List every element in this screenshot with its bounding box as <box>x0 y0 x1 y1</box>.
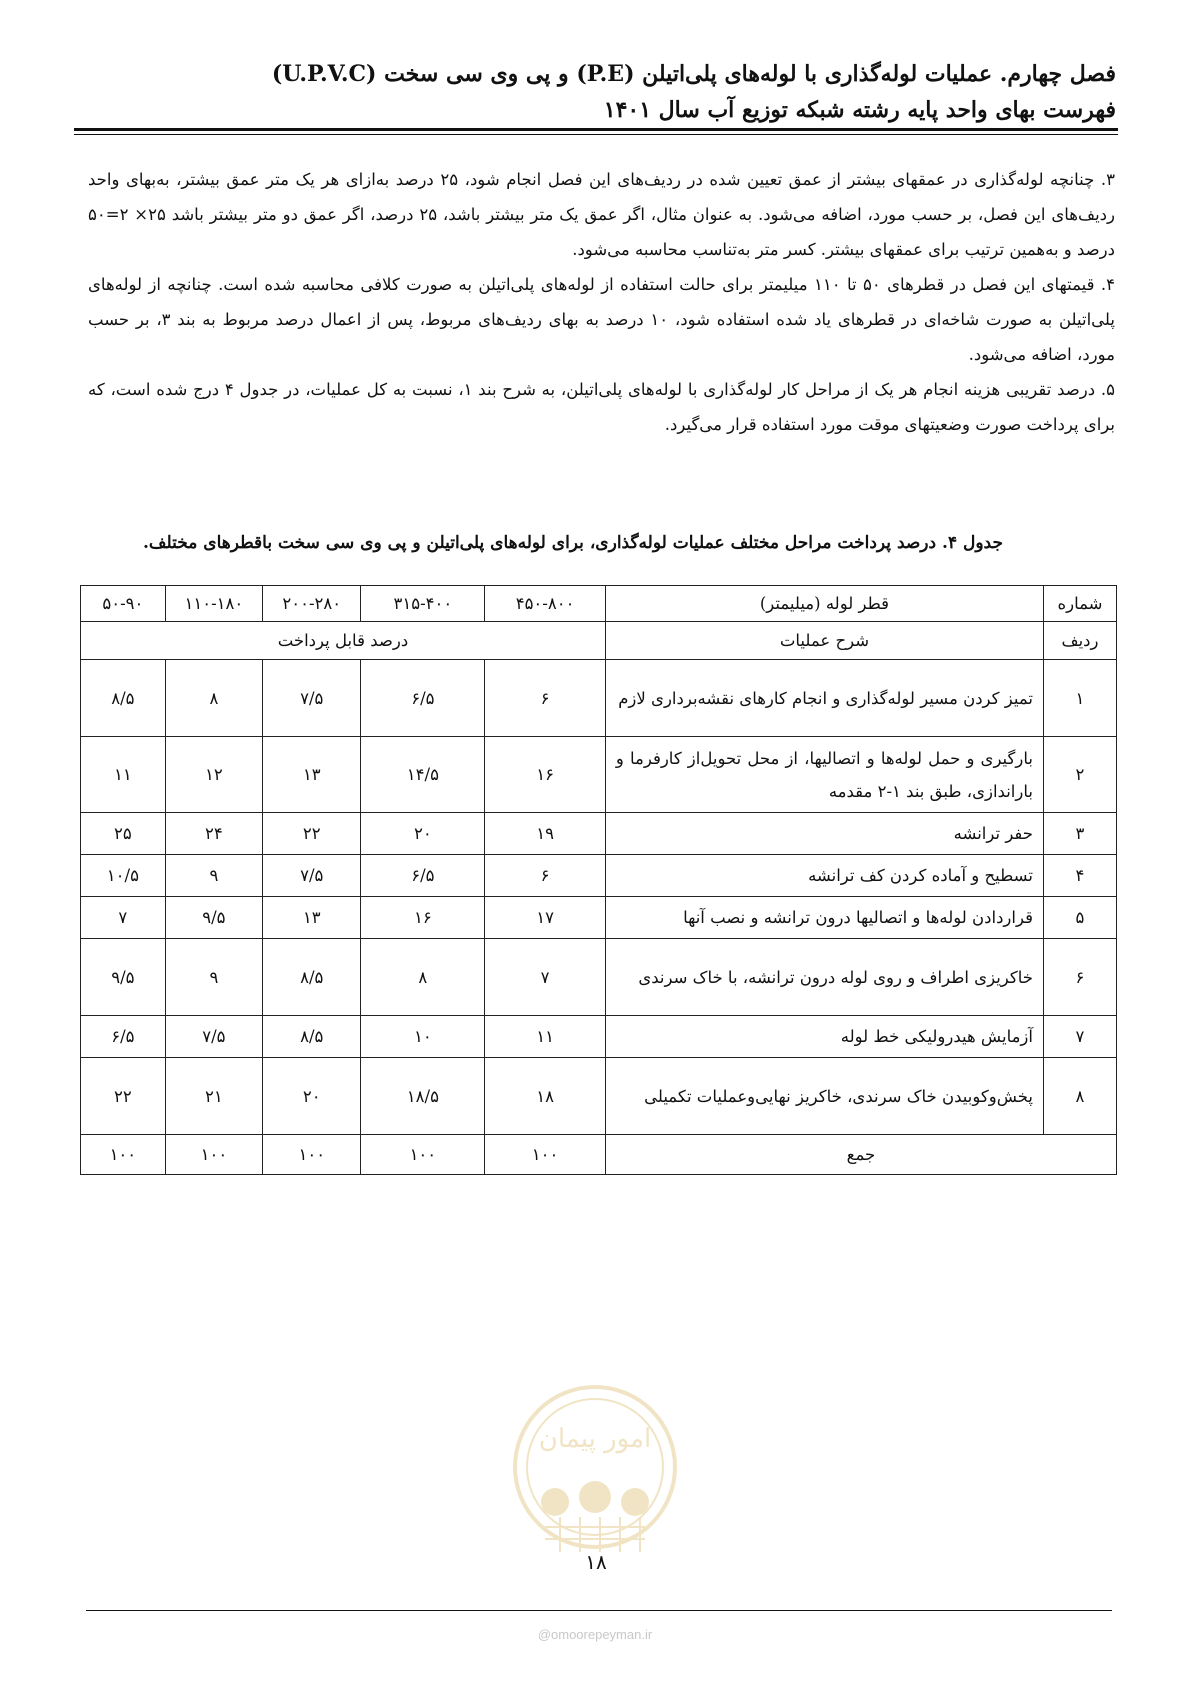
diameter-110-180: ۱۱۰-۱۸۰ <box>165 586 262 622</box>
row-number: ۳ <box>1043 813 1116 855</box>
percent-cell: ۲۴ <box>165 813 262 855</box>
operation-description: تسطیح و آماده کردن کف ترانشه <box>605 855 1043 897</box>
percent-cell: ۱۶ <box>485 737 606 813</box>
payment-percent-table <box>80 585 1117 1175</box>
percent-cell: ۹ <box>165 855 262 897</box>
table-row <box>81 660 1117 737</box>
operation-description: پخش‌وکوبیدن خاک سرندی، خاکریز نهایی‌وعملیات تکمیلی <box>605 1058 1043 1135</box>
page-number: ۱۸ <box>585 1550 607 1574</box>
chapter-title: فصل چهارم. عملیات لوله‌گذاری با لوله‌های پلی‌اتیلن (P.E) و پی وی سی سخت (U.P.V.C) <box>271 61 1116 87</box>
percent-cell: ۱۰ <box>361 1016 485 1058</box>
header-rule-thick <box>74 128 1118 131</box>
total-cell: ۱۰۰ <box>485 1135 606 1175</box>
row-number: ۴ <box>1043 855 1116 897</box>
percent-cell: ۸ <box>361 939 485 1016</box>
row-header: ردیف <box>1043 622 1116 660</box>
percent-cell: ۱۱ <box>485 1016 606 1058</box>
percent-cell: ۲۵ <box>81 813 166 855</box>
percent-cell: ۱۲ <box>165 737 262 813</box>
paragraph-5: ۵. درصد تقریبی هزینه انجام هر یک از مراحل کار لوله‌گذاری با لوله‌های پلی‌اتیلن، به شرح بند ۱، نسبت به کل عملیات، در جدول ۴ درج شده است، که برای پرداخت صورت وضعیتهای موقت مورد استفاده قرار می‌گیرد. <box>88 380 1115 434</box>
total-cell: ۱۰۰ <box>263 1135 361 1175</box>
table-row <box>81 1016 1117 1058</box>
diameter-450-800: ۴۵۰-۸۰۰ <box>485 586 606 622</box>
table-row <box>81 737 1117 813</box>
percent-cell: ۶ <box>485 855 606 897</box>
percent-cell: ۱۱ <box>81 737 166 813</box>
percent-cell: ۷/۵ <box>263 855 361 897</box>
watermark-text: امور پیمان <box>538 1424 652 1454</box>
percent-cell: ۱۰/۵ <box>81 855 166 897</box>
operation-description: حفر ترانشه <box>605 813 1043 855</box>
diameter-200-280: ۲۰۰-۲۸۰ <box>263 586 361 622</box>
percent-cell: ۱۳ <box>263 897 361 939</box>
table-row <box>81 897 1117 939</box>
percent-cell: ۱۶ <box>361 897 485 939</box>
row-number: ۸ <box>1043 1058 1116 1135</box>
percent-cell: ۲۲ <box>81 1058 166 1135</box>
total-cell: ۱۰۰ <box>361 1135 485 1175</box>
percent-cell: ۷/۵ <box>263 660 361 737</box>
operation-description: آزمایش هیدرولیکی خط لوله <box>605 1016 1043 1058</box>
table-caption: جدول ۴. درصد پرداخت مراحل مختلف عملیات لوله‌گذاری، برای لوله‌های پلی‌اتیلن و پی وی سی سخت باقطرهای مختلف. <box>142 533 1003 553</box>
total-cell: ۱۰۰ <box>81 1135 166 1175</box>
paragraph-3: ۳. چنانچه لوله‌گذاری در عمقهای بیشتر از عمق تعیین شده در ردیف‌های این فصل انجام شود، ۲۵ درصد به‌ازای هر یک متر عمق بیشتر، به‌بهای واحد ردیف‌های این فصل، بر حسب مورد، اضافه می‌شود. به عنوان مثال، اگر عمق یک متر بیشتر باشد، ۲۵ درصد، اگر عمق دو متر بیشتر باشد ۲۵× ۲=۵۰ درصد و به‌همین ترتیب برای عمقهای بیشتر. کسر متر به‌تناسب محاسبه می‌شود. <box>88 170 1116 259</box>
percent-cell: ۸/۵ <box>263 939 361 1016</box>
percent-cell: ۱۸/۵ <box>361 1058 485 1135</box>
price-list-title: فهرست بهای واحد پایه رشته شبکه توزیع آب سال ۱۴۰۱ <box>603 97 1116 123</box>
percent-cell: ۷ <box>81 897 166 939</box>
percent-cell: ۲۲ <box>263 813 361 855</box>
table-row <box>81 1058 1117 1135</box>
percent-cell: ۱۹ <box>485 813 606 855</box>
operation-description: تمیز کردن مسیر لوله‌گذاری و انجام کارهای نقشه‌برداری لازم <box>605 660 1043 737</box>
total-cell: ۱۰۰ <box>165 1135 262 1175</box>
diameter-315-400: ۳۱۵-۴۰۰ <box>361 586 485 622</box>
percent-cell: ۲۰ <box>361 813 485 855</box>
percent-cell: ۷ <box>485 939 606 1016</box>
percent-cell: ۸/۵ <box>81 660 166 737</box>
row-number: ۷ <box>1043 1016 1116 1058</box>
row-number: ۱ <box>1043 660 1116 737</box>
percent-cell: ۸ <box>165 660 262 737</box>
body-text <box>88 162 1115 442</box>
percent-cell: ۷/۵ <box>165 1016 262 1058</box>
total-label: جمع <box>605 1135 1116 1175</box>
footer-website: @omoorepeyman.ir <box>537 1627 653 1642</box>
operation-description: بارگیری و حمل لوله‌ها و اتصالیها، از محل تحویل‌از کارفرما و باراندازی، طبق بند ۱-۲ مقدمه <box>605 737 1043 813</box>
percent-cell: ۶ <box>485 660 606 737</box>
percent-cell: ۶/۵ <box>81 1016 166 1058</box>
percent-cell: ۱۸ <box>485 1058 606 1135</box>
row-number-header: شماره <box>1043 586 1116 622</box>
operation-description: خاکریزی اطراف و روی لوله درون ترانشه، با خاک سرندی <box>605 939 1043 1016</box>
percent-cell: ۸/۵ <box>263 1016 361 1058</box>
row-number: ۶ <box>1043 939 1116 1016</box>
table-row <box>81 855 1117 897</box>
paragraph-4: ۴. قیمتهای این فصل در قطرهای ۵۰ تا ۱۱۰ میلیمتر برای حالت استفاده از لوله‌های پلی‌اتیلن به صورت کلافی محاسبه شده است. چنانچه از لوله‌های پلی‌اتیلن به صورت شاخه‌ای در قطرهای یاد شده استفاده شود، ۱۰ درصد به بهای ردیف‌های مربوط، پس از اعمال درصد مربوط به بند ۳، بر حسب مورد، اضافه می‌شود. <box>88 275 1116 364</box>
table-header-row <box>81 586 1117 622</box>
footer-rule <box>86 1610 1112 1611</box>
header-rule-thin <box>74 134 1118 135</box>
percent-cell: ۶/۵ <box>361 855 485 897</box>
percent-cell: ۹/۵ <box>165 897 262 939</box>
watermark-logo <box>505 1377 685 1567</box>
percent-cell: ۲۰ <box>263 1058 361 1135</box>
diameter-header: قطر لوله (میلیمتر) <box>605 586 1043 622</box>
operation-header: شرح عملیات <box>605 622 1043 660</box>
operation-description: قراردادن لوله‌ها و اتصالیها درون ترانشه و نصب آنها <box>605 897 1043 939</box>
row-number: ۲ <box>1043 737 1116 813</box>
percent-cell: ۹ <box>165 939 262 1016</box>
percent-cell: ۹/۵ <box>81 939 166 1016</box>
percent-cell: ۱۴/۵ <box>361 737 485 813</box>
percent-cell: ۱۳ <box>263 737 361 813</box>
percent-cell: ۶/۵ <box>361 660 485 737</box>
page-header <box>86 56 1116 128</box>
table-subheader-row <box>81 622 1117 660</box>
percent-cell: ۱۷ <box>485 897 606 939</box>
table-row <box>81 939 1117 1016</box>
table-row <box>81 813 1117 855</box>
percent-header: درصد قابل پرداخت <box>81 622 606 660</box>
row-number: ۵ <box>1043 897 1116 939</box>
table-total-row <box>81 1135 1117 1175</box>
percent-cell: ۲۱ <box>165 1058 262 1135</box>
diameter-50-90: ۵۰-۹۰ <box>81 586 166 622</box>
